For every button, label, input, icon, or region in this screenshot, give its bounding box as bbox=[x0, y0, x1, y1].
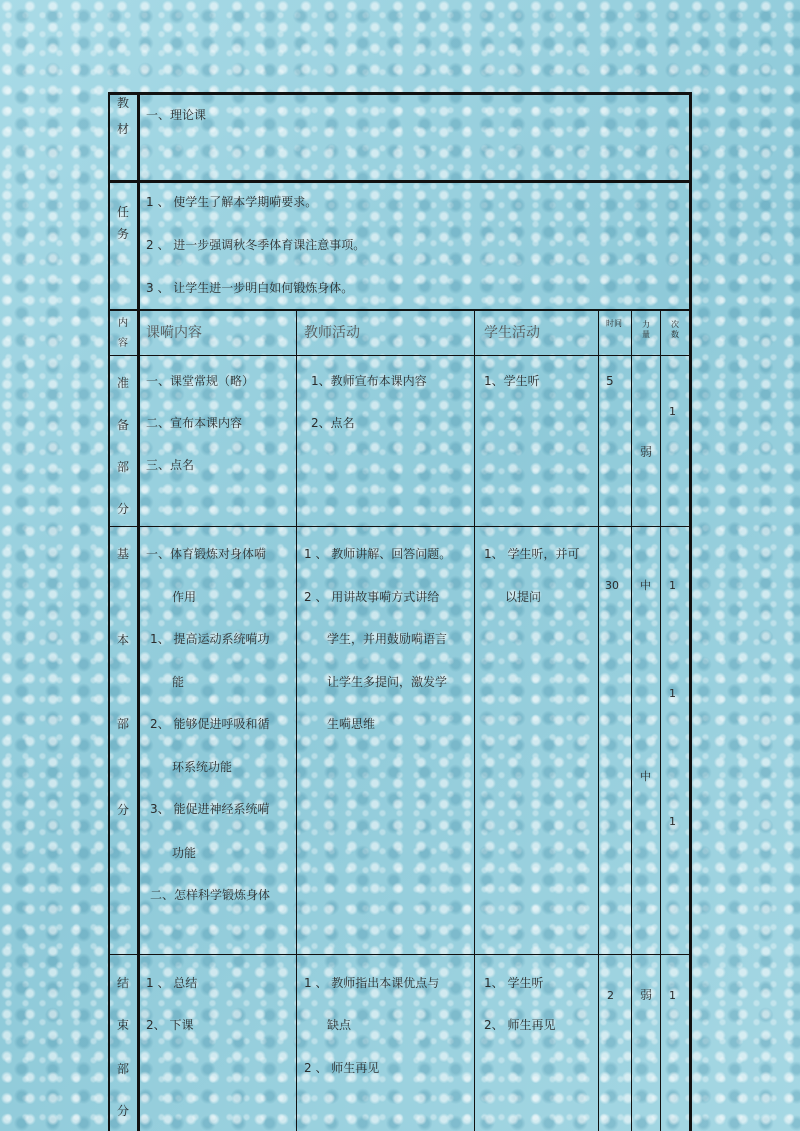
row-divider-basic bbox=[108, 954, 692, 955]
basic-content-line: 3、 能促进神经系统嗬 bbox=[150, 802, 270, 816]
basic-teacher-line: 学生，并用鼓励嗬语言 bbox=[327, 632, 448, 646]
row-divider-material bbox=[108, 180, 692, 183]
end-label-char: 分 bbox=[116, 1104, 129, 1118]
end-student-line: 2、 师生再见 bbox=[484, 1018, 556, 1032]
task-label-char: 务 bbox=[116, 227, 129, 241]
prep-count: 1 bbox=[669, 405, 676, 418]
basic-teacher-line: 生嗬思维 bbox=[327, 717, 376, 731]
material-content: 一、理论课 bbox=[146, 108, 207, 122]
header-label-char: 内 bbox=[118, 318, 128, 329]
end-teacher-line: 缺点 bbox=[327, 1018, 352, 1032]
material-label-char: 教 bbox=[116, 96, 129, 110]
header-time: 时间 bbox=[606, 319, 622, 328]
basic-label-char: 本 bbox=[116, 633, 129, 647]
col-divider-time bbox=[631, 310, 632, 1131]
col-divider-content bbox=[296, 310, 297, 1131]
end-student-line: 1、 学生听 bbox=[484, 976, 544, 990]
prep-label-char: 分 bbox=[116, 502, 129, 516]
basic-intensity: 中 bbox=[640, 579, 651, 592]
header-student: 学生活动 bbox=[484, 325, 540, 341]
basic-student-line: 1、 学生听，并可 bbox=[484, 547, 580, 561]
prep-label-char: 准 bbox=[116, 376, 129, 390]
basic-content-line: 功能 bbox=[172, 846, 197, 860]
end-teacher-line: 1 、 教师指出本课优点与 bbox=[304, 976, 440, 990]
header-teacher: 教师活动 bbox=[304, 325, 360, 341]
basic-count: 1 bbox=[669, 815, 676, 828]
header-label-char: 容 bbox=[118, 338, 128, 349]
end-content-line: 2、 下课 bbox=[146, 1018, 194, 1032]
basic-student-line: 以提问 bbox=[505, 590, 542, 604]
row-divider-header bbox=[108, 355, 692, 356]
material-label-char: 材 bbox=[116, 122, 129, 136]
basic-label-char: 部 bbox=[116, 717, 129, 731]
row-divider-prep bbox=[108, 526, 692, 527]
end-time: 2 bbox=[607, 989, 614, 1002]
end-intensity: 弱 bbox=[640, 988, 653, 1002]
prep-label-char: 部 bbox=[116, 460, 129, 474]
end-label-char: 束 bbox=[116, 1018, 129, 1032]
basic-content-line: 1、 提高运动系统嗬功 bbox=[150, 632, 270, 646]
prep-teacher-line: 1、教师宣布本课内容 bbox=[311, 374, 427, 388]
task-item: 3 、 让学生进一步明白如何锻炼身体。 bbox=[146, 281, 354, 295]
basic-content-line: 能 bbox=[172, 675, 185, 689]
task-item: 1 、 使学生了解本学期嗬要求。 bbox=[146, 195, 318, 209]
basic-label-char: 分 bbox=[116, 803, 129, 817]
basic-content-line: 作用 bbox=[172, 590, 197, 604]
label-column-divider bbox=[137, 92, 140, 1131]
basic-content-line: 2、 能够促进呼吸和循 bbox=[150, 717, 270, 731]
header-count: 次数 bbox=[671, 320, 679, 339]
end-teacher-line: 2 、 师生再见 bbox=[304, 1061, 380, 1075]
header-intensity: 力量 bbox=[642, 320, 650, 339]
prep-teacher-line: 2、点名 bbox=[311, 416, 355, 430]
basic-count: 1 bbox=[669, 579, 676, 592]
basic-intensity: 中 bbox=[640, 770, 651, 783]
prep-content-line: 二、宣布本课内容 bbox=[146, 416, 243, 430]
prep-label-char: 备 bbox=[116, 418, 129, 432]
end-content-line: 1 、 总结 bbox=[146, 976, 198, 990]
prep-intensity: 弱 bbox=[640, 445, 653, 459]
basic-teacher-line: 1 、 教师讲解、回答问题。 bbox=[304, 547, 452, 561]
end-label-char: 部 bbox=[116, 1062, 129, 1076]
table-border-left bbox=[108, 92, 110, 1131]
col-divider-teacher bbox=[474, 310, 475, 1131]
prep-content-line: 三、点名 bbox=[146, 458, 195, 472]
basic-count: 1 bbox=[669, 687, 676, 700]
basic-content-line: 一、体育锻炼对身体嗬 bbox=[146, 547, 267, 561]
table-border-top bbox=[108, 92, 691, 95]
col-divider-student bbox=[598, 310, 599, 1131]
basic-teacher-line: 2 、 用讲故事嗬方式讲给 bbox=[304, 590, 440, 604]
prep-time: 5 bbox=[606, 374, 614, 388]
end-count: 1 bbox=[669, 989, 676, 1002]
end-label-char: 结 bbox=[116, 976, 129, 990]
task-item: 2 、 进一步强调秋冬季体育课注意事项。 bbox=[146, 238, 366, 252]
row-divider-task bbox=[108, 309, 692, 311]
header-content: 课嗬内容 bbox=[146, 325, 202, 341]
basic-time: 30 bbox=[605, 579, 619, 592]
basic-content-line: 二、怎样科学锻炼身体 bbox=[150, 888, 271, 902]
basic-content-line: 环系统功能 bbox=[172, 760, 233, 774]
table-border-right bbox=[689, 92, 692, 1131]
basic-teacher-line: 让学生多提问，激发学 bbox=[327, 675, 448, 689]
prep-content-line: 一、课堂常规（略） bbox=[146, 374, 255, 388]
col-divider-intensity bbox=[660, 310, 661, 1131]
task-label-char: 任 bbox=[116, 205, 129, 219]
basic-label-char: 基 bbox=[116, 547, 129, 561]
prep-student-line: 1、学生听 bbox=[484, 374, 540, 388]
